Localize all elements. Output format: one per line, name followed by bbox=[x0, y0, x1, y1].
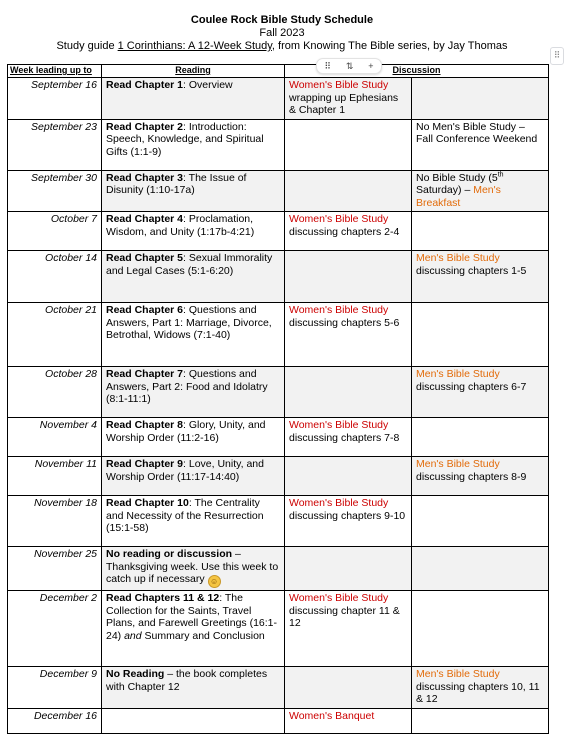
reading-detail: – Thanksgiving week. Use this week to catch up if necessary bbox=[106, 548, 279, 585]
reading-title: No reading or discussion bbox=[106, 548, 233, 560]
table-row bbox=[8, 547, 549, 591]
reading-title: Read Chapter 4 bbox=[106, 213, 184, 225]
reading-detail: : The Issue of Disunity (1:10-17a) bbox=[106, 171, 247, 196]
table-row bbox=[8, 303, 549, 367]
mens-study-label: Men's Bible Study bbox=[416, 368, 500, 380]
discussion-cell-men bbox=[412, 170, 549, 212]
discussion-cell-women bbox=[285, 303, 412, 367]
week-cell: November 18 bbox=[8, 496, 102, 547]
discussion-detail: discussing chapters 9-10 bbox=[289, 509, 406, 522]
discussion-detail: discussing chapters 10, 11 & 12 bbox=[416, 680, 540, 705]
reading-detail: : Questions and Answers, Part 2: Food and Idolatry (8:1-11:1) bbox=[106, 368, 268, 405]
reading-title: Read Chapters 11 & 12 bbox=[106, 592, 220, 604]
reading-detail: : Proclamation, Wisdom, and Unity (1:17b-4:21) bbox=[106, 213, 255, 238]
womens-study-label: Women's Bible Study bbox=[289, 592, 389, 604]
reading-detail: : The Collection for the Saints, Travel Plans, and Farewell Greetings (16:1-24) bbox=[106, 592, 277, 642]
discussion-detail: wrapping up Ephesians & Chapter 1 bbox=[289, 91, 399, 116]
week-cell: November 4 bbox=[8, 418, 102, 457]
week-cell: November 25 bbox=[8, 547, 102, 591]
discussion-detail: No Bible Study (5 bbox=[416, 171, 498, 184]
table-toolbar bbox=[316, 58, 382, 74]
discussion-cell-men bbox=[412, 418, 549, 457]
table-row bbox=[8, 667, 549, 709]
reading-title: Read Chapter 5 bbox=[106, 252, 184, 264]
reading-title: No Reading bbox=[106, 668, 165, 680]
discussion-cell-women bbox=[285, 367, 412, 418]
discussion-cell-men bbox=[412, 667, 549, 709]
discussion-cell-men bbox=[412, 708, 549, 733]
discussion-detail: discussing chapter 11 & 12 bbox=[289, 604, 400, 629]
discussion-cell-men bbox=[412, 303, 549, 367]
table-row bbox=[8, 708, 549, 733]
reading-cell bbox=[102, 170, 285, 212]
discussion-cell-women bbox=[285, 457, 412, 496]
week-cell: October 21 bbox=[8, 303, 102, 367]
week-cell: December 9 bbox=[8, 667, 102, 709]
smile-emoji-icon: ☺ bbox=[208, 575, 221, 588]
table-row bbox=[8, 496, 549, 547]
reading-cell bbox=[102, 496, 285, 547]
discussion-detail: Saturday) – bbox=[416, 184, 474, 196]
discussion-cell-women bbox=[285, 547, 412, 591]
column-header-discussion: Discussion bbox=[285, 65, 549, 78]
table-row bbox=[8, 457, 549, 496]
discussion-detail: discussing chapters 6-7 bbox=[416, 380, 527, 393]
reading-detail: : Love, Unity, and Worship Order (11:17-14:40) bbox=[106, 458, 264, 483]
week-cell: September 16 bbox=[8, 78, 102, 120]
discussion-cell-women bbox=[285, 667, 412, 709]
reading-cell bbox=[102, 667, 285, 709]
discussion-cell-women bbox=[285, 170, 412, 212]
reading-detail: : Questions and Answers, Part 1: Marriage, Divorce, Betrothal, Widows (7:1-40) bbox=[106, 304, 272, 341]
week-cell: September 23 bbox=[8, 119, 102, 170]
discussion-cell-men bbox=[412, 78, 549, 120]
reading-cell bbox=[102, 367, 285, 418]
week-cell: October 28 bbox=[8, 367, 102, 418]
mens-breakfast-label: Men's Breakfast bbox=[416, 184, 501, 209]
reading-detail: – the book completes with Chapter 12 bbox=[106, 668, 268, 693]
discussion-detail: discussing chapters 8-9 bbox=[416, 470, 527, 483]
reading-title: Read Chapter 7 bbox=[106, 368, 184, 380]
discussion-cell-women bbox=[285, 119, 412, 170]
reading-detail: : Introduction: Speech, Knowledge, and Spiritual Gifts (1:1-9) bbox=[106, 120, 264, 158]
page-title: Coulee Rock Bible Study Schedule bbox=[190, 14, 374, 26]
reading-detail: : Overview bbox=[183, 79, 233, 91]
discussion-cell-women bbox=[285, 78, 412, 120]
reading-cell bbox=[102, 547, 285, 591]
discussion-cell-women bbox=[285, 418, 412, 457]
reading-detail: : The Centrality and Necessity of the Resurrection (15:1-58) bbox=[106, 497, 264, 534]
reading-cell bbox=[102, 119, 285, 170]
table-row bbox=[8, 212, 549, 251]
womens-study-label: Women's Bible Study bbox=[289, 497, 389, 509]
discussion-detail: discussing chapters 2-4 bbox=[289, 225, 400, 238]
superscript: th bbox=[497, 171, 504, 178]
table-row bbox=[8, 119, 549, 170]
womens-study-label: Women's Bible Study bbox=[289, 79, 389, 91]
sort-icon[interactable]: ⇅ bbox=[345, 61, 354, 71]
schedule-table bbox=[7, 64, 549, 734]
discussion-cell-women bbox=[285, 591, 412, 667]
table-row bbox=[8, 591, 549, 667]
discussion-cell-men bbox=[412, 496, 549, 547]
reading-title: Read Chapter 9 bbox=[106, 458, 184, 470]
reading-title: Read Chapter 8 bbox=[106, 419, 184, 431]
discussion-cell-men bbox=[412, 119, 549, 170]
term-subtitle: Fall 2023 bbox=[259, 27, 305, 39]
week-cell: September 30 bbox=[8, 170, 102, 212]
discussion-detail: discussing chapters 5-6 bbox=[289, 316, 400, 329]
guide-suffix: , from Knowing The Bible series, by Jay Thomas bbox=[271, 40, 508, 52]
reading-title: Read Chapter 1 bbox=[106, 79, 184, 91]
discussion-cell-men bbox=[412, 367, 549, 418]
table-row bbox=[8, 251, 549, 303]
womens-study-label: Women's Bible Study bbox=[289, 419, 389, 431]
week-cell: October 7 bbox=[8, 212, 102, 251]
reading-cell bbox=[102, 418, 285, 457]
grip-icon[interactable]: ⠿ bbox=[324, 61, 332, 71]
mens-study-label: Men's Bible Study bbox=[416, 668, 500, 680]
column-header-week: Week leading up to bbox=[8, 65, 102, 78]
table-row bbox=[8, 418, 549, 457]
discussion-detail: No Men's Bible Study – Fall Conference Weekend bbox=[416, 120, 538, 145]
mens-study-label: Men's Bible Study bbox=[416, 252, 500, 264]
guide-book-link[interactable]: 1 Corinthians: A 12-Week Study bbox=[117, 40, 272, 52]
womens-study-label: Women's Bible Study bbox=[289, 213, 389, 225]
week-cell: November 11 bbox=[8, 457, 102, 496]
table-row bbox=[8, 170, 549, 212]
week-cell: December 2 bbox=[8, 591, 102, 667]
add-icon[interactable]: + bbox=[368, 61, 374, 71]
table-handle-icon[interactable]: ⠿ bbox=[550, 47, 564, 65]
guide-prefix: Study guide bbox=[56, 40, 118, 52]
discussion-detail: discussing chapters 7-8 bbox=[289, 431, 400, 444]
week-cell: December 16 bbox=[8, 708, 102, 733]
discussion-cell-men bbox=[412, 457, 549, 496]
discussion-detail: discussing chapters 1-5 bbox=[416, 264, 527, 277]
reading-cell bbox=[102, 591, 285, 667]
discussion-cell-women bbox=[285, 708, 412, 733]
reading-detail: : Glory, Unity, and Worship Order (11:2-16) bbox=[106, 419, 266, 444]
table-row bbox=[8, 78, 549, 120]
reading-italic: and bbox=[124, 629, 142, 642]
reading-cell bbox=[102, 212, 285, 251]
mens-study-label: Men's Bible Study bbox=[416, 458, 500, 470]
reading-cell bbox=[102, 251, 285, 303]
table-row bbox=[8, 367, 549, 418]
discussion-cell-women bbox=[285, 496, 412, 547]
reading-cell bbox=[102, 708, 285, 733]
reading-cell bbox=[102, 457, 285, 496]
discussion-cell-men bbox=[412, 591, 549, 667]
discussion-cell-women bbox=[285, 251, 412, 303]
discussion-cell-men bbox=[412, 547, 549, 591]
discussion-cell-women bbox=[285, 212, 412, 251]
reading-title: Read Chapter 10 bbox=[106, 497, 189, 509]
week-cell: October 14 bbox=[8, 251, 102, 303]
reading-title: Read Chapter 3 bbox=[106, 171, 184, 184]
womens-study-label: Women's Bible Study bbox=[289, 304, 389, 316]
reading-title: Read Chapter 2 bbox=[106, 120, 184, 133]
reading-cell bbox=[102, 78, 285, 120]
womens-banquet-label: Women's Banquet bbox=[289, 709, 375, 722]
reading-cell bbox=[102, 303, 285, 367]
study-guide-line bbox=[0, 40, 564, 53]
discussion-cell-men bbox=[412, 212, 549, 251]
discussion-cell-men bbox=[412, 251, 549, 303]
reading-title: Read Chapter 6 bbox=[106, 304, 184, 316]
column-header-reading: Reading bbox=[102, 65, 285, 78]
reading-detail: : Sexual Immorality and Legal Cases (5:1-6:20) bbox=[106, 252, 273, 277]
reading-detail: Summary and Conclusion bbox=[141, 629, 265, 642]
